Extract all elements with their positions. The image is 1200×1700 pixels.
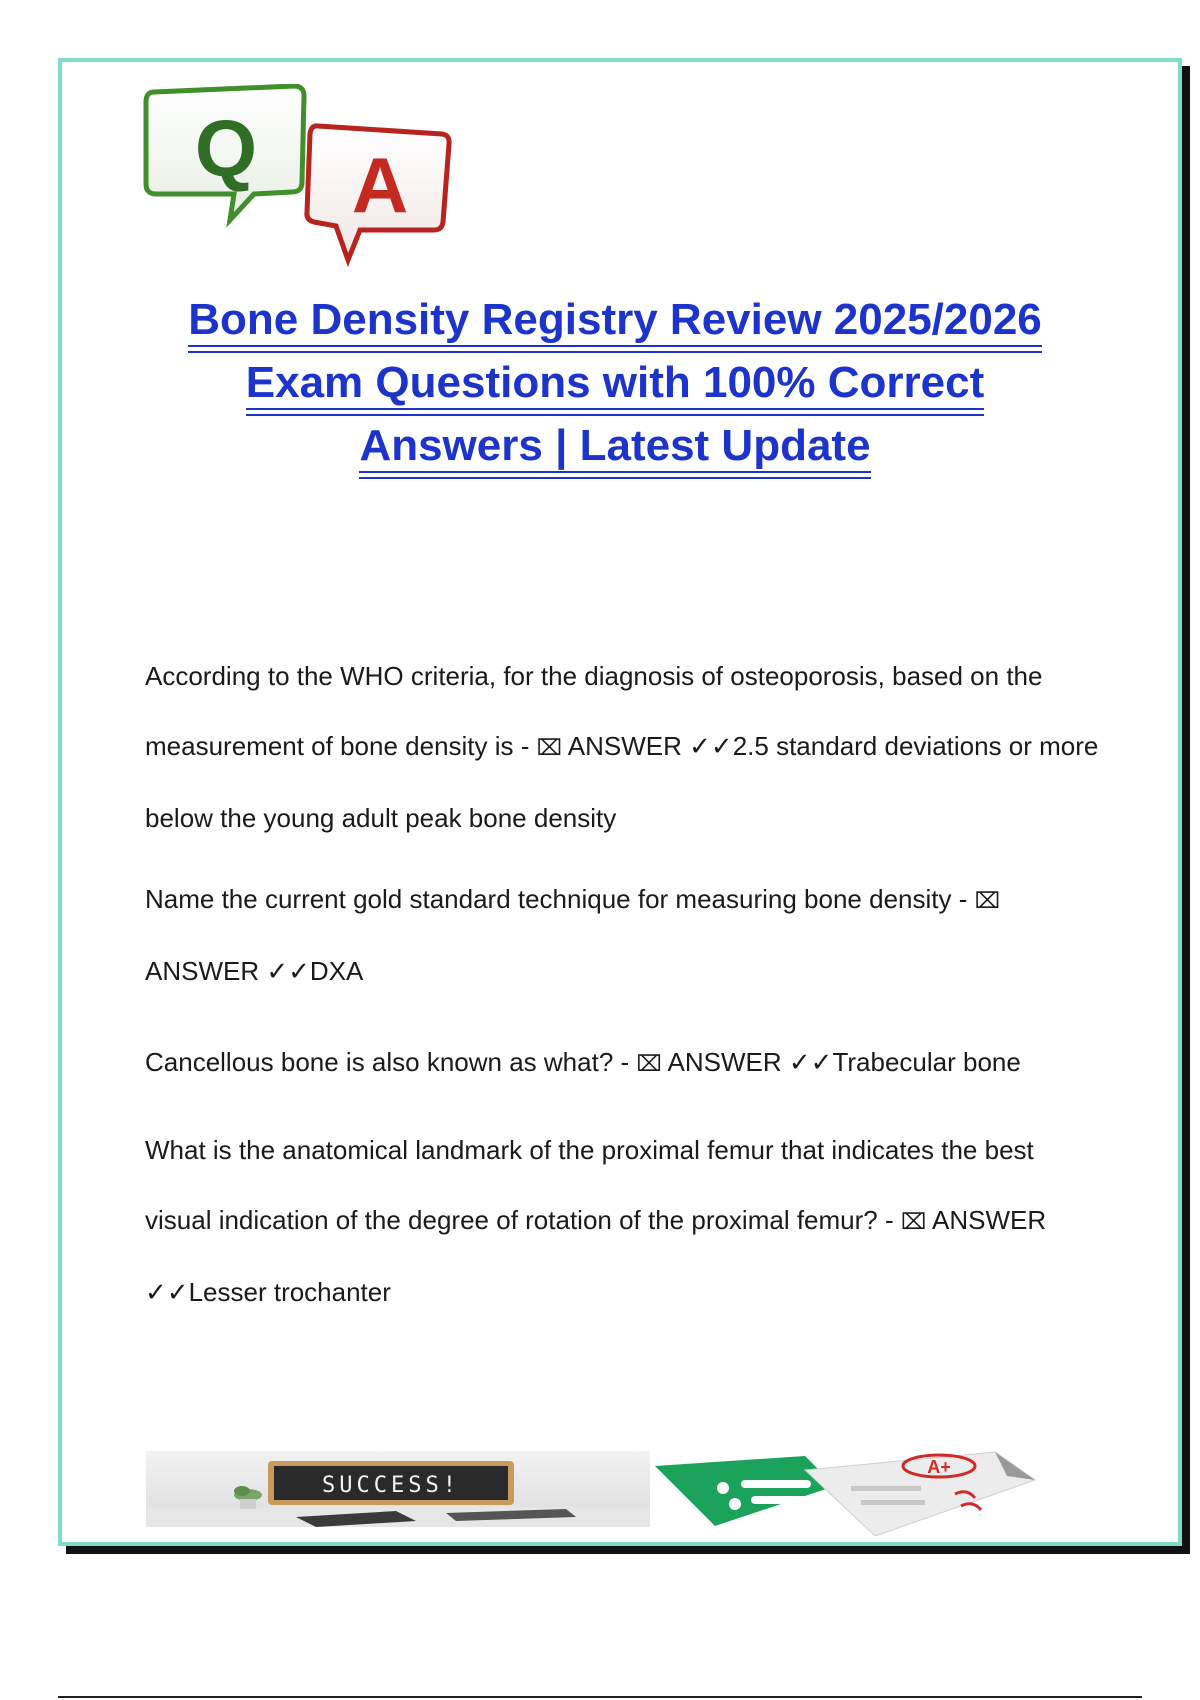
- checkmarks-icon: ✓✓: [145, 1277, 189, 1307]
- answer-label: ANSWER: [562, 731, 690, 761]
- q-letter: Q: [194, 104, 258, 193]
- document-title: [120, 288, 1110, 477]
- success-sign: [268, 1461, 514, 1505]
- success-desk-image: [146, 1451, 650, 1527]
- answer-text: 2.5 standard deviations or more below the young adult peak bone density: [145, 731, 1099, 833]
- question-text: Name the current gold standard technique for measuring bone density -: [145, 884, 975, 914]
- qa-item: [145, 1115, 1105, 1327]
- answer-label: ANSWER: [926, 1205, 1047, 1235]
- title-line-2: Exam Questions with 100% Correct: [246, 358, 984, 410]
- question-text: Cancellous bone is also known as what? -: [145, 1047, 637, 1077]
- answer-marker-icon: ⌧: [636, 1051, 662, 1076]
- answer-marker-icon: ⌧: [536, 735, 562, 760]
- a-speech-bubble: [307, 126, 449, 260]
- answer-label: ANSWER: [661, 1047, 789, 1077]
- title-line-3: Answers | Latest Update: [359, 421, 870, 473]
- grade-text: A+: [927, 1457, 951, 1477]
- qa-logo: [142, 84, 498, 296]
- a-letter: A: [351, 141, 409, 229]
- answer-marker-icon: ⌧: [974, 888, 1000, 913]
- green-checklist-icon: [655, 1456, 835, 1526]
- checkmarks-icon: ✓✓: [788, 1047, 833, 1077]
- title-line-1: Bone Density Registry Review 2025/2026: [188, 295, 1042, 347]
- answer-label: ANSWER: [145, 956, 267, 986]
- qa-item: [145, 1027, 1105, 1099]
- qa-item: [145, 864, 1105, 1006]
- checkmarks-icon: ✓✓: [266, 956, 310, 986]
- answer-text: Trabecular bone: [832, 1047, 1021, 1077]
- graded-test-image: [655, 1446, 1085, 1536]
- question-text: According to the WHO criteria, for the diagnosis of osteoporosis, based on the measurement of bone density is -: [145, 661, 1043, 761]
- answer-text: Lesser trochanter: [188, 1277, 391, 1307]
- footer-rule: [58, 1696, 1142, 1698]
- answer-text: DXA: [309, 956, 364, 986]
- question-text: What is the anatomical landmark of the proximal femur that indicates the best visual indication of the degree of rotation of the proximal femur? -: [145, 1135, 1034, 1235]
- q-speech-bubble: [146, 86, 304, 220]
- qa-item: [145, 641, 1105, 853]
- checkmarks-icon: ✓✓: [689, 731, 733, 761]
- answer-marker-icon: ⌧: [900, 1209, 927, 1234]
- success-sign-text: SUCCESS!: [322, 1473, 460, 1498]
- graded-paper-icon: [805, 1452, 1035, 1536]
